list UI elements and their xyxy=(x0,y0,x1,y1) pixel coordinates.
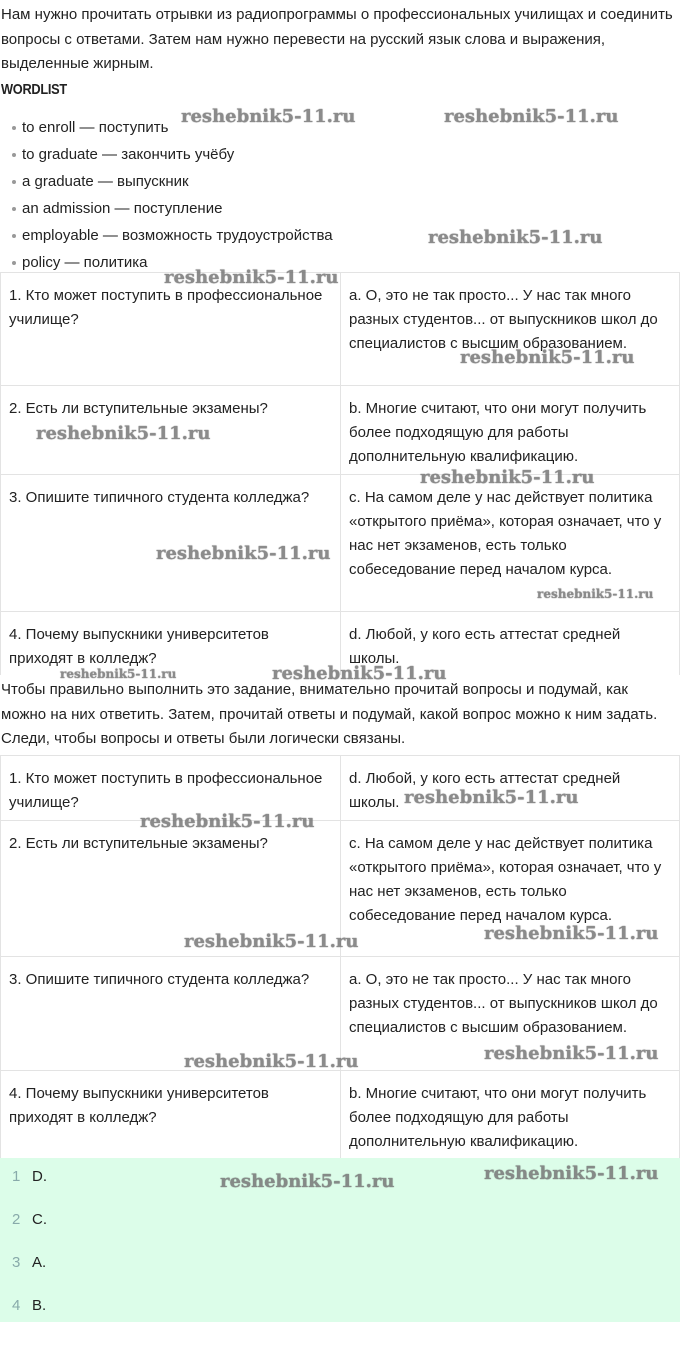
watermark: reshebnik5-11.ru xyxy=(60,667,177,681)
solution-table xyxy=(0,755,680,1159)
watermark: reshebnik5-11.ru xyxy=(36,423,211,444)
intro-text: Нам нужно прочитать отрывки из радиопрограммы о профессиональных училищах и соединить вопросы с ответами. Затем нам нужно перевести на русский язык слова и выражения, выделенные жирным. xyxy=(1,6,673,72)
wordlist xyxy=(12,116,333,278)
table-row xyxy=(1,273,680,386)
bullet-icon xyxy=(12,153,16,157)
wordlist-title: WORDLIST xyxy=(1,81,67,98)
question-cell: 2. Есть ли вступительные экзамены? xyxy=(1,821,341,957)
watermark: reshebnik5-11.ru xyxy=(537,587,654,601)
watermark: reshebnik5-11.ru xyxy=(156,543,331,564)
question-cell: 3. Опишите типичного студента колледжа? xyxy=(1,957,341,1071)
answer-cell: d. Любой, у кого есть аттестат средней школы. xyxy=(341,612,680,676)
wordlist-item-text: policy — политика xyxy=(22,254,148,271)
answer-value: A. xyxy=(32,1254,47,1271)
answer-value: D. xyxy=(32,1168,47,1185)
bullet-icon xyxy=(12,207,16,211)
answer-cell: c. На самом деле у нас действует политика «открытого приёма», которая означает, что у нас нет экзаменов, есть только собеседование перед началом курса. xyxy=(341,821,680,957)
wordlist-item-text: an admission — поступление xyxy=(22,200,223,217)
bullet-icon xyxy=(12,180,16,184)
watermark: reshebnik5-11.ru xyxy=(460,347,635,368)
watermark: reshebnik5-11.ru xyxy=(404,787,579,808)
watermark: reshebnik5-11.ru xyxy=(484,1163,659,1184)
wordlist-item xyxy=(12,197,333,224)
watermark: reshebnik5-11.ru xyxy=(140,811,315,832)
answer-cell: c. На самом деле у нас действует политика «открытого приёма», которая означает, что у нас нет экзаменов, есть только собеседование перед началом курса. xyxy=(341,475,680,612)
line-number: 4 xyxy=(12,1297,21,1314)
answer-value: C. xyxy=(32,1211,47,1228)
watermark: reshebnik5-11.ru xyxy=(220,1171,395,1192)
bullet-icon xyxy=(12,261,16,265)
tip-text: Чтобы правильно выполнить это задание, внимательно прочитай вопросы и подумай, как можно на них ответить. Затем, прочитай ответы и подумай, какой вопрос можно к ним задать. Следи, чтобы вопросы и ответы были логически связаны. xyxy=(1,681,658,747)
answer-line xyxy=(12,1167,47,1187)
watermark: reshebnik5-11.ru xyxy=(444,106,619,127)
line-number: 1 xyxy=(12,1168,21,1185)
wordlist-item-text: to enroll — поступить xyxy=(22,119,169,136)
answer-line xyxy=(12,1296,46,1316)
wordlist-item-text: to graduate — закончить учёбу xyxy=(22,146,235,163)
question-cell: 4. Почему выпускники университетов приходят в колледж? xyxy=(1,612,341,676)
answer-cell: d. Любой, у кого есть аттестат средней школы. xyxy=(341,756,680,821)
line-number: 3 xyxy=(12,1254,21,1271)
bullet-icon xyxy=(12,234,16,238)
wordlist-item-text: a graduate — выпускник xyxy=(22,173,189,190)
watermark: reshebnik5-11.ru xyxy=(420,467,595,488)
answer-cell: b. Многие считают, что они могут получить более подходящую для работы дополнительную квалификацию. xyxy=(341,386,680,475)
answer-cell: a. О, это не так просто... У нас так много разных студентов... от выпускников школ до специалистов с высшим образованием. xyxy=(341,957,680,1071)
watermark: reshebnik5-11.ru xyxy=(184,1051,359,1072)
question-cell: 1. Кто может поступить в профессиональное училище? xyxy=(1,273,341,386)
table-row xyxy=(1,1071,680,1159)
answer-line xyxy=(12,1253,46,1273)
answer-value: B. xyxy=(32,1297,47,1314)
watermark: reshebnik5-11.ru xyxy=(181,106,356,127)
watermark: reshebnik5-11.ru xyxy=(272,663,447,684)
watermark: reshebnik5-11.ru xyxy=(484,923,659,944)
wordlist-item-text: employable — возможность трудоустройства xyxy=(22,227,333,244)
answer-line xyxy=(12,1210,47,1230)
question-cell: 3. Опишите типичного студента колледжа? xyxy=(1,475,341,612)
bullet-icon xyxy=(12,126,16,130)
answer-cell: b. Многие считают, что они могут получить более подходящую для работы дополнительную квалификацию. xyxy=(341,1071,680,1159)
wordlist-item xyxy=(12,224,333,251)
line-number: 2 xyxy=(12,1211,21,1228)
question-cell: 1. Кто может поступить в профессиональное училище? xyxy=(1,756,341,821)
wordlist-item xyxy=(12,143,333,170)
wordlist-item xyxy=(12,170,333,197)
watermark: reshebnik5-11.ru xyxy=(184,931,359,952)
watermark: reshebnik5-11.ru xyxy=(484,1043,659,1064)
answer-cell: a. О, это не так просто... У нас так много разных студентов... от выпускников школ до специалистов с высшим образованием. xyxy=(341,273,680,386)
question-cell: 2. Есть ли вступительные экзамены? xyxy=(1,386,341,475)
watermark: reshebnik5-11.ru xyxy=(428,227,603,248)
question-cell: 4. Почему выпускники университетов приходят в колледж? xyxy=(1,1071,341,1159)
watermark: reshebnik5-11.ru xyxy=(164,267,339,288)
